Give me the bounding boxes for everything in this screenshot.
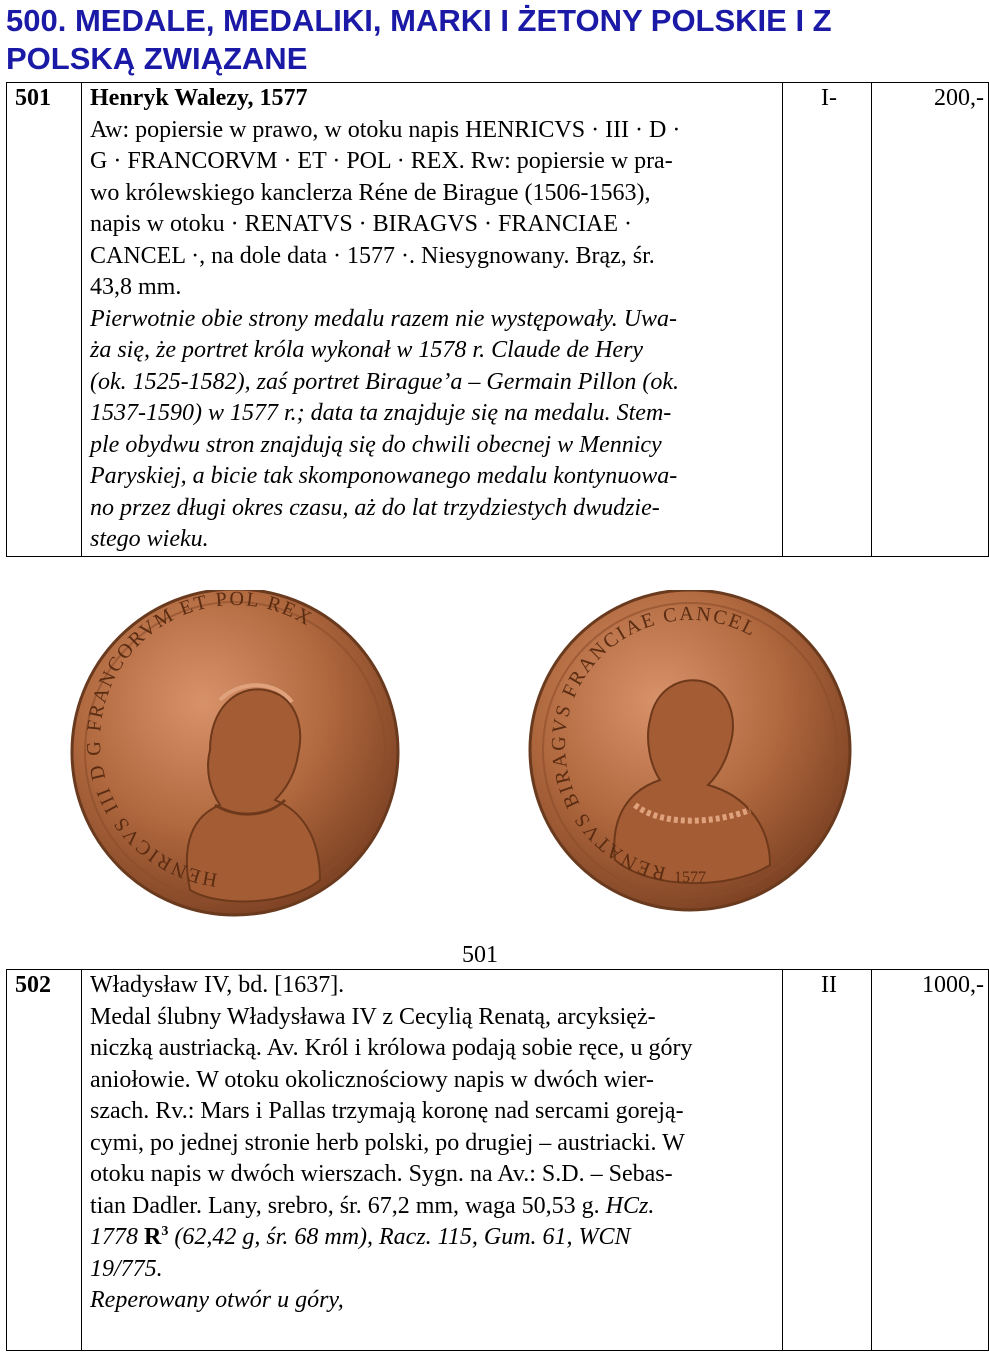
note-line: no przez długi okres czasu, aż do lat trzydziestych dwudzie- (90, 494, 660, 521)
note-line: Paryskiej, a bicie tak skomponowanego medalu kontynuowa- (90, 463, 678, 489)
desc-line: Aw: popiersie w prawo, w otoku napis HENRICVS · III · D · (90, 116, 681, 143)
lot-501-table (6, 82, 989, 557)
section-title (6, 2, 956, 78)
lot-price: 200,- (872, 83, 989, 557)
note-line: Pierwotnie obie strony medalu razem nie występowały. Uwa- (90, 305, 678, 332)
lot-502-table (6, 969, 989, 1351)
note-line: 1537-1590) w 1577 r.; data ta znajduje się na medalu. Stem- (90, 400, 672, 426)
lot-title: Henryk Walezy, 1577 (90, 85, 308, 111)
lot-grade: I- (783, 83, 872, 557)
desc-line: wo królewskiego kanclerza Réne de Birague (1506-1563), (90, 179, 651, 206)
desc-line: G · FRANCORVM · ET · POL · REX. Rw: popiersie w pra- (90, 148, 673, 174)
medal-obverse (72, 590, 398, 915)
desc-line: aniołowie. W otoku okolicznościowy napis w dwóch wier- (90, 1066, 654, 1093)
desc-line: napis w otoku · RENATVS · BIRAGVS · FRANCIAE · (90, 211, 633, 237)
lot-description (82, 970, 783, 1351)
ref-hcz: HCz. (605, 1192, 655, 1219)
lot-title: Władysław IV, bd. [1637]. (90, 972, 345, 998)
rarity-letter: R (144, 1224, 162, 1250)
ref-line (90, 1222, 778, 1254)
desc-line-text: tian Dadler. Lany, srebro, śr. 67,2 mm, waga 50,53 g. (90, 1192, 600, 1219)
desc-line: otoku napis w dwóch wierszach. Sygn. na Av.: S.D. – Sebas- (90, 1161, 673, 1187)
medal-reverse (530, 590, 850, 910)
desc-line (90, 1191, 778, 1223)
desc-line: 43,8 mm. (90, 274, 182, 300)
reverse-date: 1577 (674, 869, 706, 886)
desc-line: Medal ślubny Władysława IV z Cecylią Renatą, arcyksięż- (90, 1003, 656, 1030)
lot-price: 1000,- (872, 970, 989, 1351)
medal-photos (70, 590, 870, 920)
note-line: (ok. 1525-1582), zaś portret Birague’a – Germain Pillon (ok. (90, 368, 680, 395)
desc-line: CANCEL ·, na dole data · 1577 ·. Niesygnowany. Brąz, śr. (90, 242, 655, 269)
ref-line: 19/775. (90, 1255, 163, 1282)
reverse-legend: RENATVS BIRAGVS FRANCIAE CANCEL (547, 602, 761, 885)
lot-number: 502 (7, 970, 82, 1351)
desc-line: niczką austriacką. Av. Król i królowa podają sobie ręce, u góry (90, 1035, 693, 1061)
lot-description (82, 83, 783, 557)
note-line: Reperowany otwór u góry, (90, 1287, 344, 1313)
note-line: stego wieku. (90, 526, 209, 552)
lot-grade: II (783, 970, 872, 1351)
desc-line: cymi, po jednej stronie herb polski, po drugiej – austriacki. W (90, 1129, 685, 1156)
desc-line: szach. Rv.: Mars i Pallas trzymają koronę nad sercami goreją- (90, 1098, 684, 1124)
note-line: ple obydwu stron znajdują się do chwili obecnej w Mennicy (90, 431, 662, 458)
section-title-line2: POLSKĄ ZWIĄZANE (6, 41, 308, 76)
lot-number: 501 (7, 83, 82, 557)
section-title-line1: 500. MEDALE, MEDALIKI, MARKI I ŻETONY POLSKIE I Z (6, 3, 832, 38)
image-caption: 501 (462, 942, 498, 968)
note-line: ża się, że portret króla wykonał w 1578 r. Claude de Hery (90, 337, 644, 363)
ref-number: 1778 (90, 1224, 138, 1250)
ref-details: (62,42 g, śr. 68 mm), Racz. 115, Gum. 61, WCN (174, 1224, 631, 1250)
rarity (144, 1224, 168, 1250)
obverse-legend: HENRICVS III D G FRANCORVM ET POL REX (82, 590, 317, 891)
rarity-sup: 3 (161, 1224, 169, 1239)
